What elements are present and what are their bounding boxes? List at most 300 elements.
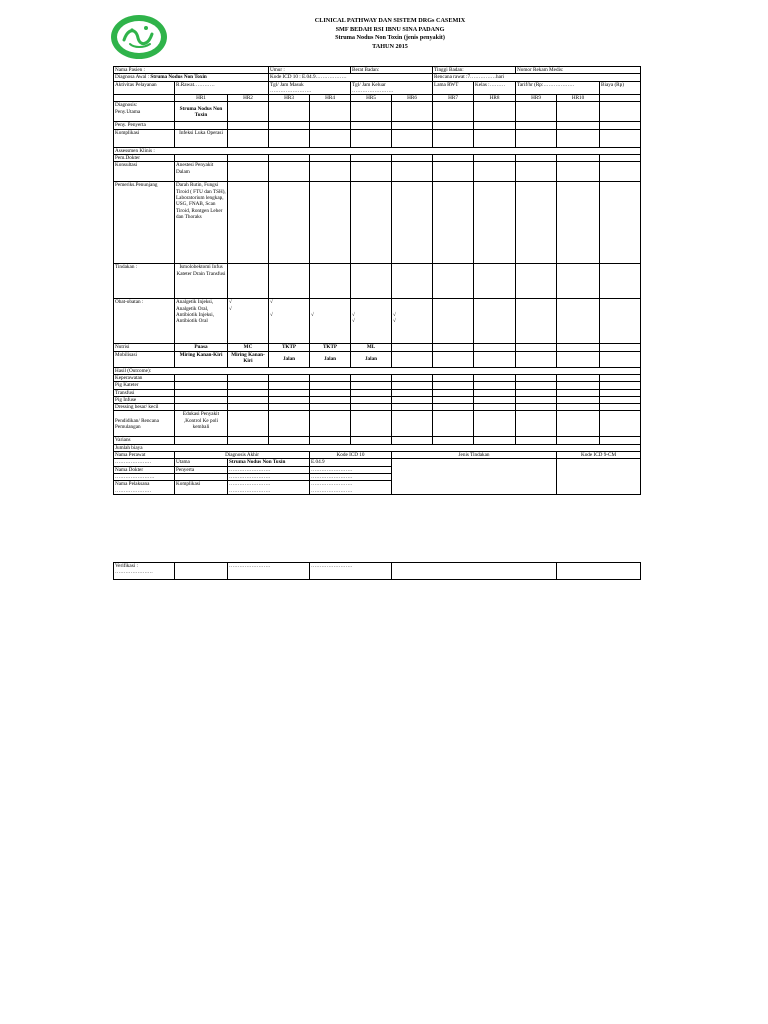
cell[interactable] bbox=[557, 374, 600, 381]
cell[interactable] bbox=[392, 382, 433, 389]
check-mark-icon: √ bbox=[229, 305, 232, 312]
cell[interactable] bbox=[351, 411, 392, 437]
info-row-3 bbox=[114, 81, 641, 95]
cell[interactable] bbox=[175, 389, 228, 396]
cell[interactable] bbox=[175, 374, 228, 381]
cell[interactable] bbox=[474, 182, 516, 264]
obat-hr3-cell[interactable] bbox=[269, 299, 310, 344]
pemeriksaan-label: Pemeriks.Penunjang bbox=[114, 182, 175, 264]
cell[interactable] bbox=[228, 264, 269, 299]
komplikasi-row bbox=[114, 129, 641, 147]
cell[interactable] bbox=[600, 389, 641, 396]
cell[interactable] bbox=[516, 162, 557, 182]
penyerta-code-dots[interactable]: …………………… bbox=[310, 466, 392, 473]
cell[interactable] bbox=[175, 382, 228, 389]
cell[interactable] bbox=[600, 396, 641, 403]
mobilisasi-row bbox=[114, 351, 641, 367]
nutrisi-label: Nutrisi bbox=[114, 344, 175, 351]
cell[interactable] bbox=[392, 182, 433, 264]
cell[interactable] bbox=[310, 122, 351, 129]
cell[interactable] bbox=[392, 155, 433, 162]
cell[interactable] bbox=[433, 396, 474, 403]
keperawatan-row bbox=[114, 374, 641, 381]
cell[interactable] bbox=[557, 404, 600, 411]
pig-kateter-row bbox=[114, 382, 641, 389]
nama-pelaksana-dots: ………………… bbox=[115, 487, 152, 494]
cell[interactable] bbox=[351, 382, 392, 389]
cell[interactable] bbox=[310, 102, 351, 122]
check-mark-icon: √ bbox=[311, 311, 314, 318]
pendidikan-value: Edukasi Penyakit ,Kontrol Ke poli kembali bbox=[175, 411, 228, 437]
cell[interactable] bbox=[392, 374, 433, 381]
cell[interactable] bbox=[600, 411, 641, 437]
cell[interactable] bbox=[310, 382, 351, 389]
cell[interactable] bbox=[516, 344, 557, 351]
cell[interactable] bbox=[557, 122, 600, 129]
verif-dots-1[interactable]: …………………… bbox=[228, 563, 310, 580]
nama-dokter-dots[interactable]: ………………….. bbox=[114, 473, 175, 480]
tgl-jam-keluar-label: Tgl/ Jam Keluar bbox=[352, 81, 386, 88]
diagnosa-awal-label: Diagnosa Awal : bbox=[115, 74, 150, 81]
cell[interactable] bbox=[433, 389, 474, 396]
assesmen-label: Assessmen Klinis : bbox=[114, 147, 641, 154]
day-header-blank bbox=[600, 95, 641, 102]
info-row-2 bbox=[114, 74, 641, 81]
verifikasi-dots: …………………. bbox=[115, 569, 153, 576]
cell[interactable] bbox=[269, 102, 310, 122]
utama-value: Struma Nodus Non Toxin bbox=[228, 459, 310, 466]
cell[interactable] bbox=[310, 374, 351, 381]
obat-hr5-cell[interactable] bbox=[351, 299, 392, 344]
cell[interactable] bbox=[228, 374, 269, 381]
cell[interactable] bbox=[228, 437, 269, 444]
obat-label: Obat-obatan : bbox=[114, 299, 175, 344]
cell[interactable] bbox=[310, 404, 351, 411]
cell[interactable] bbox=[600, 129, 641, 147]
dressing-row bbox=[114, 404, 641, 411]
komplikasi-footer-label: Komplikasi bbox=[175, 481, 228, 495]
varians-label: Varians bbox=[114, 437, 175, 444]
nutrisi-row bbox=[114, 344, 641, 351]
cell[interactable] bbox=[516, 182, 557, 264]
cell[interactable] bbox=[557, 396, 600, 403]
extra-value-dots[interactable]: …………………… bbox=[228, 473, 310, 480]
day-hr8: HR8 bbox=[474, 95, 516, 102]
cell[interactable] bbox=[392, 102, 433, 122]
pig-infuse-label: Pig Infuse bbox=[114, 396, 175, 403]
cell[interactable] bbox=[392, 264, 433, 299]
footer-row-2 bbox=[114, 459, 641, 466]
cell[interactable] bbox=[351, 396, 392, 403]
pemeriksaan-row bbox=[114, 182, 641, 264]
keperawatan-label: Keperawatan bbox=[114, 374, 175, 381]
header-disease: Struma Nodus Non Toxin (jenis penyakit) bbox=[335, 34, 445, 42]
cell[interactable] bbox=[600, 122, 641, 129]
tgl-jam-masuk-dots: …………………… bbox=[270, 87, 312, 94]
cell[interactable] bbox=[600, 155, 641, 162]
pendidikan-label: Pendidikan/ Rencana Pemulangan bbox=[114, 411, 175, 437]
peny-penyerta-row bbox=[114, 122, 641, 129]
cell[interactable] bbox=[474, 437, 516, 444]
tindakan-value: Ismolobektomi Infus Kateter Drain Transfusi bbox=[175, 264, 228, 299]
cell[interactable] bbox=[600, 404, 641, 411]
cell[interactable] bbox=[516, 411, 557, 437]
cell[interactable] bbox=[269, 404, 310, 411]
penyerta-label: Penyerta bbox=[175, 466, 228, 473]
obat-hr6-cell[interactable] bbox=[392, 299, 433, 344]
mobilisasi-hr5: Jalan bbox=[351, 351, 392, 367]
cell[interactable] bbox=[600, 437, 641, 444]
cell[interactable] bbox=[351, 389, 392, 396]
cell[interactable] bbox=[557, 182, 600, 264]
biaya-field[interactable]: Biaya (Rp) bbox=[600, 81, 641, 95]
cell[interactable] bbox=[557, 382, 600, 389]
tindakan-row bbox=[114, 264, 641, 299]
nama-pasien-field[interactable]: Nama Pasien : bbox=[114, 67, 269, 74]
cell[interactable] bbox=[433, 374, 474, 381]
diagnosa-awal-value: Struma Nodus Non Toxin bbox=[150, 74, 207, 81]
cell[interactable] bbox=[474, 155, 516, 162]
aktivitas-pelayanan-label: Aktivitas Pelayanan bbox=[114, 81, 175, 95]
mobilisasi-hr1: Miring Kanan-Kiri bbox=[175, 351, 228, 367]
cell[interactable] bbox=[516, 382, 557, 389]
cell[interactable] bbox=[392, 344, 433, 351]
cell[interactable] bbox=[600, 102, 641, 122]
cell[interactable] bbox=[474, 396, 516, 403]
cell[interactable] bbox=[433, 344, 474, 351]
dressing-label: Dressing besar/ kecil bbox=[114, 404, 175, 411]
hasil-row bbox=[114, 367, 641, 374]
cell[interactable] bbox=[228, 382, 269, 389]
cell[interactable] bbox=[600, 182, 641, 264]
cell[interactable] bbox=[600, 299, 641, 344]
pig-infuse-row bbox=[114, 396, 641, 403]
pemeriksaan-value: Darah Rutin, Fungsi Tiroid ( FTU dan TSH), Laboratorium lengkap, USG, FNAB, Scan Tiroid, Rontgen Leher dan Thoraks bbox=[175, 182, 228, 264]
verif-cell[interactable] bbox=[392, 563, 557, 580]
mobilisasi-label: Mobilisasi bbox=[114, 351, 175, 367]
cell[interactable] bbox=[228, 162, 269, 182]
nama-pelaksana-field[interactable] bbox=[114, 481, 175, 495]
tindakan-label: Tindakan : bbox=[114, 264, 175, 299]
header-title: CLINICAL PATHWAY DAN SISTEM DRGs CASEMIX bbox=[314, 17, 466, 24]
cell[interactable] bbox=[516, 396, 557, 403]
verifikasi-label: Verifikasi : bbox=[115, 563, 138, 569]
konsultasi-row bbox=[114, 162, 641, 182]
cell[interactable] bbox=[392, 396, 433, 403]
r-rawat-field[interactable]: R.Rawat………… bbox=[175, 81, 269, 95]
komplikasi-code-dots[interactable] bbox=[310, 481, 392, 495]
obat-row bbox=[114, 299, 641, 344]
cell[interactable] bbox=[310, 437, 351, 444]
cell[interactable] bbox=[351, 437, 392, 444]
kode-icd9-cell[interactable] bbox=[557, 459, 641, 495]
cell[interactable] bbox=[474, 411, 516, 437]
cell[interactable] bbox=[228, 102, 269, 122]
cell[interactable] bbox=[351, 162, 392, 182]
cell[interactable] bbox=[269, 162, 310, 182]
cell[interactable] bbox=[433, 129, 474, 147]
cell[interactable] bbox=[474, 351, 516, 367]
cell[interactable] bbox=[310, 411, 351, 437]
dots-text: …………………… bbox=[229, 487, 271, 494]
document-header bbox=[200, 17, 580, 51]
header-department: SMF BEDAH RSI IBNU SINA PADANG bbox=[335, 25, 445, 33]
cell[interactable] bbox=[474, 299, 516, 344]
cell[interactable] bbox=[557, 264, 600, 299]
cell[interactable] bbox=[474, 344, 516, 351]
nama-pelaksana-label: Nama Pelaksana bbox=[115, 481, 150, 488]
cell[interactable] bbox=[600, 382, 641, 389]
cell[interactable] bbox=[310, 389, 351, 396]
cell[interactable] bbox=[557, 155, 600, 162]
cell[interactable] bbox=[433, 264, 474, 299]
cell[interactable] bbox=[557, 162, 600, 182]
utama-code: E.04.9 bbox=[310, 459, 392, 466]
cell[interactable] bbox=[228, 122, 269, 129]
cell[interactable] bbox=[474, 389, 516, 396]
info-row-1 bbox=[114, 67, 641, 74]
cell[interactable] bbox=[474, 102, 516, 122]
diagnosis-akhir-header: Diagnosis Akhir bbox=[175, 452, 310, 459]
peny-utama-text: Peny.Utama bbox=[115, 108, 141, 115]
jenis-tindakan-cell[interactable] bbox=[392, 459, 557, 495]
cell[interactable] bbox=[557, 299, 600, 344]
cell[interactable] bbox=[557, 411, 600, 437]
cell[interactable] bbox=[516, 155, 557, 162]
day-hr10: HR10 bbox=[557, 95, 600, 102]
cell[interactable] bbox=[433, 382, 474, 389]
cell[interactable] bbox=[516, 122, 557, 129]
cell[interactable] bbox=[392, 389, 433, 396]
obat-line: Antibiotik Injeksi, bbox=[176, 311, 215, 318]
cell[interactable] bbox=[600, 344, 641, 351]
cell[interactable] bbox=[600, 264, 641, 299]
cell[interactable] bbox=[557, 389, 600, 396]
cell[interactable] bbox=[600, 351, 641, 367]
jumlah-biaya-row bbox=[114, 444, 641, 451]
verifikasi-field[interactable] bbox=[114, 563, 175, 580]
cell[interactable] bbox=[310, 264, 351, 299]
obat-hr4-cell[interactable] bbox=[310, 299, 351, 344]
umur-field[interactable]: Umur : bbox=[269, 67, 351, 74]
cell[interactable] bbox=[269, 389, 310, 396]
pem-dokter-label: Pem.Dokter bbox=[114, 155, 175, 162]
pig-kateter-label: Pig Kateter bbox=[114, 382, 175, 389]
cell[interactable] bbox=[474, 382, 516, 389]
cell[interactable] bbox=[516, 351, 557, 367]
cell[interactable] bbox=[269, 129, 310, 147]
konsultasi-label: Konsultasi bbox=[114, 162, 175, 182]
cell[interactable] bbox=[433, 102, 474, 122]
jumlah-biaya-label: Jumlah biaya bbox=[114, 444, 641, 451]
cell[interactable] bbox=[228, 155, 269, 162]
utama-label: Utama bbox=[175, 459, 228, 466]
tgl-jam-keluar-dots: …………………… bbox=[352, 87, 394, 94]
cell[interactable] bbox=[474, 374, 516, 381]
kode-icd10-header: Kode ICD 10 bbox=[310, 452, 392, 459]
cell[interactable] bbox=[557, 437, 600, 444]
cell[interactable] bbox=[433, 299, 474, 344]
verif-dots-2[interactable]: …………………… bbox=[310, 563, 392, 580]
obat-line: Analgetik Oral, bbox=[176, 305, 209, 312]
cell[interactable] bbox=[175, 404, 228, 411]
cell[interactable] bbox=[433, 437, 474, 444]
diagnosa-awal-field bbox=[114, 74, 269, 81]
cell[interactable] bbox=[269, 411, 310, 437]
mobilisasi-hr2: Miring Kanan-Kiri bbox=[228, 351, 269, 367]
cell[interactable] bbox=[351, 374, 392, 381]
cell[interactable] bbox=[310, 162, 351, 182]
cell[interactable] bbox=[516, 437, 557, 444]
cell[interactable] bbox=[310, 129, 351, 147]
cell[interactable] bbox=[557, 102, 600, 122]
obat-hr2-cell[interactable] bbox=[228, 299, 269, 344]
cell[interactable] bbox=[392, 162, 433, 182]
day-header-row bbox=[114, 95, 641, 102]
berat-badan-field[interactable]: Berat Badan: bbox=[351, 67, 433, 74]
diagnosis-label bbox=[114, 102, 175, 122]
cell[interactable] bbox=[516, 389, 557, 396]
tinggi-badan-field[interactable]: Tinggi Badan: bbox=[433, 67, 516, 74]
cell[interactable] bbox=[228, 389, 269, 396]
cell[interactable] bbox=[474, 264, 516, 299]
day-hr2: HR2 bbox=[228, 95, 269, 102]
cell[interactable] bbox=[269, 122, 310, 129]
cell[interactable] bbox=[516, 129, 557, 147]
peny-penyerta-label: Peny. Penyerta bbox=[114, 122, 175, 129]
cell[interactable] bbox=[516, 299, 557, 344]
cell[interactable] bbox=[433, 404, 474, 411]
cell[interactable] bbox=[310, 155, 351, 162]
tgl-jam-masuk-field[interactable] bbox=[269, 81, 351, 95]
rencana-rawat-field[interactable]: Rencana rawat :7……………hari bbox=[433, 74, 641, 81]
cell[interactable] bbox=[433, 351, 474, 367]
cell[interactable] bbox=[557, 351, 600, 367]
cell[interactable] bbox=[351, 155, 392, 162]
diagnosis-text: Diagnosis: bbox=[115, 102, 138, 109]
day-hr9: HR9 bbox=[516, 95, 557, 102]
cell[interactable] bbox=[516, 374, 557, 381]
obat-line: Antibiotik Oral bbox=[176, 318, 208, 325]
komplikasi-value-dots[interactable] bbox=[228, 481, 310, 495]
cell[interactable] bbox=[228, 396, 269, 403]
cell[interactable] bbox=[474, 404, 516, 411]
cell[interactable] bbox=[600, 374, 641, 381]
nama-perawat-dots[interactable]: ………………… bbox=[114, 459, 175, 466]
obat-line: Analgetik Injeksi, bbox=[176, 299, 214, 306]
nama-dokter-label: Nama Dokter bbox=[114, 466, 175, 473]
transfusi-row bbox=[114, 389, 641, 396]
cell[interactable] bbox=[269, 155, 310, 162]
kelas-field[interactable]: Kelas :……… bbox=[474, 81, 516, 95]
cell[interactable] bbox=[474, 122, 516, 129]
konsultasi-value: Anestesi Penyakit Dalam bbox=[175, 162, 228, 182]
cell[interactable] bbox=[269, 374, 310, 381]
tgl-jam-masuk-label: Tgl/ Jam Masuk bbox=[270, 81, 304, 88]
verif-cell[interactable] bbox=[557, 563, 641, 580]
cell[interactable] bbox=[269, 437, 310, 444]
clinical-pathway-table bbox=[113, 66, 641, 495]
cell[interactable] bbox=[228, 411, 269, 437]
lama-rwt-field[interactable]: Lama RWT bbox=[433, 81, 474, 95]
cell[interactable] bbox=[228, 129, 269, 147]
verif-cell[interactable] bbox=[175, 563, 228, 580]
dots-text: …………………… bbox=[229, 481, 271, 488]
mobilisasi-hr3: Jalan bbox=[269, 351, 310, 367]
komplikasi-value: Infeksi Luka Operasi bbox=[175, 129, 228, 147]
kode-icd-field: Kode ICD 10 : E.04.9……………… bbox=[269, 74, 433, 81]
cell[interactable] bbox=[433, 162, 474, 182]
hasil-label: Hasil (Outcome): bbox=[114, 367, 641, 374]
nomor-rekam-medis-field[interactable]: Nomor Rekam Medis: bbox=[516, 67, 641, 74]
cell[interactable] bbox=[392, 351, 433, 367]
cell[interactable] bbox=[557, 344, 600, 351]
cell[interactable] bbox=[351, 264, 392, 299]
cell[interactable] bbox=[351, 102, 392, 122]
cell[interactable] bbox=[433, 411, 474, 437]
cell[interactable] bbox=[474, 162, 516, 182]
cell[interactable] bbox=[269, 396, 310, 403]
cell[interactable] bbox=[175, 155, 228, 162]
jenis-tindakan-header: Jenis Tindakan bbox=[392, 452, 557, 459]
pendidikan-row bbox=[114, 411, 641, 437]
varians-row bbox=[114, 437, 641, 444]
cell[interactable] bbox=[392, 122, 433, 129]
cell[interactable] bbox=[433, 182, 474, 264]
assesmen-row bbox=[114, 147, 641, 154]
nama-perawat-label: Nama Perawat bbox=[114, 452, 175, 459]
cell[interactable] bbox=[516, 404, 557, 411]
cell[interactable] bbox=[392, 437, 433, 444]
day-header-blank bbox=[114, 95, 175, 102]
day-hr3: HR3 bbox=[269, 95, 310, 102]
check-mark-icon: √ bbox=[393, 311, 396, 318]
cell[interactable] bbox=[600, 162, 641, 182]
check-mark-icon: √ bbox=[352, 318, 355, 325]
cell[interactable] bbox=[516, 264, 557, 299]
cell[interactable] bbox=[310, 396, 351, 403]
cell[interactable] bbox=[269, 182, 310, 264]
extra-code-dots[interactable]: …………………… bbox=[310, 473, 392, 480]
cell[interactable] bbox=[351, 122, 392, 129]
calligraphy-logo-icon bbox=[110, 14, 168, 60]
cell[interactable] bbox=[175, 122, 228, 129]
cell[interactable] bbox=[228, 182, 269, 264]
cell[interactable] bbox=[269, 264, 310, 299]
cell[interactable] bbox=[175, 396, 228, 403]
cell[interactable] bbox=[310, 182, 351, 264]
dots-text: …………………… bbox=[311, 481, 353, 488]
cell[interactable] bbox=[175, 437, 228, 444]
cell[interactable] bbox=[392, 404, 433, 411]
cell[interactable] bbox=[351, 182, 392, 264]
cell[interactable] bbox=[557, 129, 600, 147]
cell[interactable] bbox=[433, 155, 474, 162]
cell[interactable] bbox=[474, 129, 516, 147]
tarif-field[interactable]: Tarif/hr (Rp:……………… bbox=[516, 81, 600, 95]
komplikasi-label: Komplikasi bbox=[114, 129, 175, 147]
cell[interactable] bbox=[269, 382, 310, 389]
cell[interactable] bbox=[228, 404, 269, 411]
cell[interactable] bbox=[351, 404, 392, 411]
cell[interactable] bbox=[351, 129, 392, 147]
cell[interactable] bbox=[392, 411, 433, 437]
cell[interactable] bbox=[433, 122, 474, 129]
tgl-jam-keluar-field[interactable] bbox=[351, 81, 433, 95]
penyerta-value-dots[interactable]: …………………… bbox=[228, 466, 310, 473]
cell[interactable] bbox=[516, 102, 557, 122]
cell[interactable] bbox=[392, 129, 433, 147]
